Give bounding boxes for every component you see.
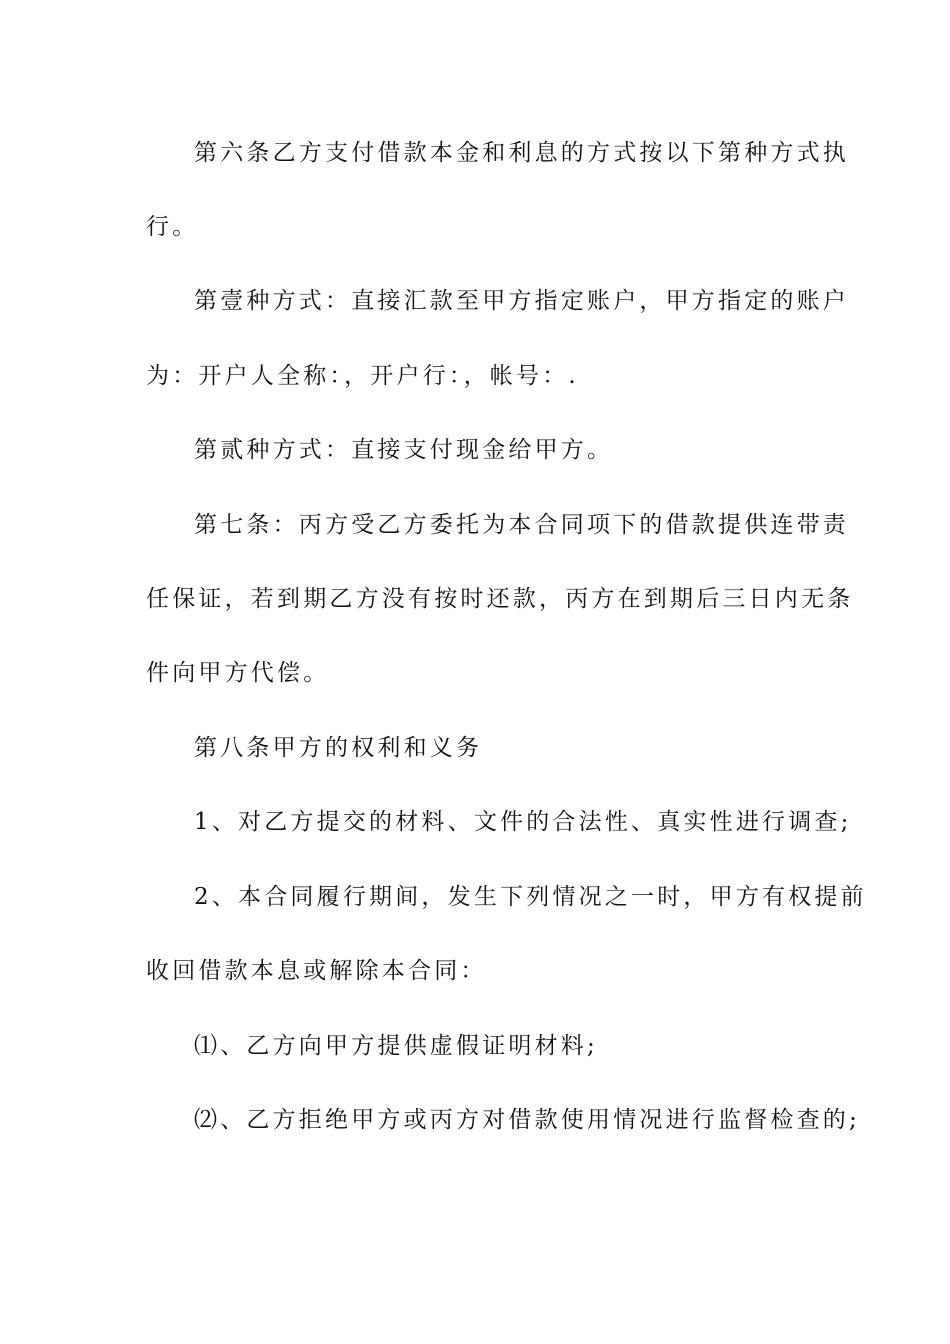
article-7-line-2: 任保证，若到期乙方没有按时还款，丙方在到期后三日内无条 [146,586,854,612]
article-8-item-2-line-2: 收回借款本息或解除本合同： [146,958,487,984]
article-8-heading: 第八条甲方的权利和义务 [194,735,483,761]
method-1-line-2: 为：开户人全称：，开户行：，帐号：. [146,363,579,389]
article-8-item-1: 1、对乙方提交的材料、文件的合法性、真实性进行调查; [194,809,852,835]
method-2-line: 第贰种方式：直接支付现金给甲方。 [194,437,614,463]
article-8-subitem-1: ⑴、乙方向甲方提供虚假证明材料; [194,1033,598,1059]
article-6-line-1: 第六条乙方支付借款本金和利息的方式按以下第种方式执 [194,140,849,166]
article-8-subitem-2: ⑵、乙方拒绝甲方或丙方对借款使用情况进行监督检查的; [194,1107,860,1133]
article-7-line-3: 件向甲方代偿。 [146,660,330,686]
article-6-line-2: 行。 [146,214,199,240]
method-1-line-1: 第壹种方式：直接汇款至甲方指定账户，甲方指定的账户 [194,288,849,314]
article-8-item-2-line-1: 2、本合同履行期间，发生下列情况之一时，甲方有权提前 [194,884,867,910]
article-7-line-1: 第七条：丙方受乙方委托为本合同项下的借款提供连带责 [194,512,849,538]
